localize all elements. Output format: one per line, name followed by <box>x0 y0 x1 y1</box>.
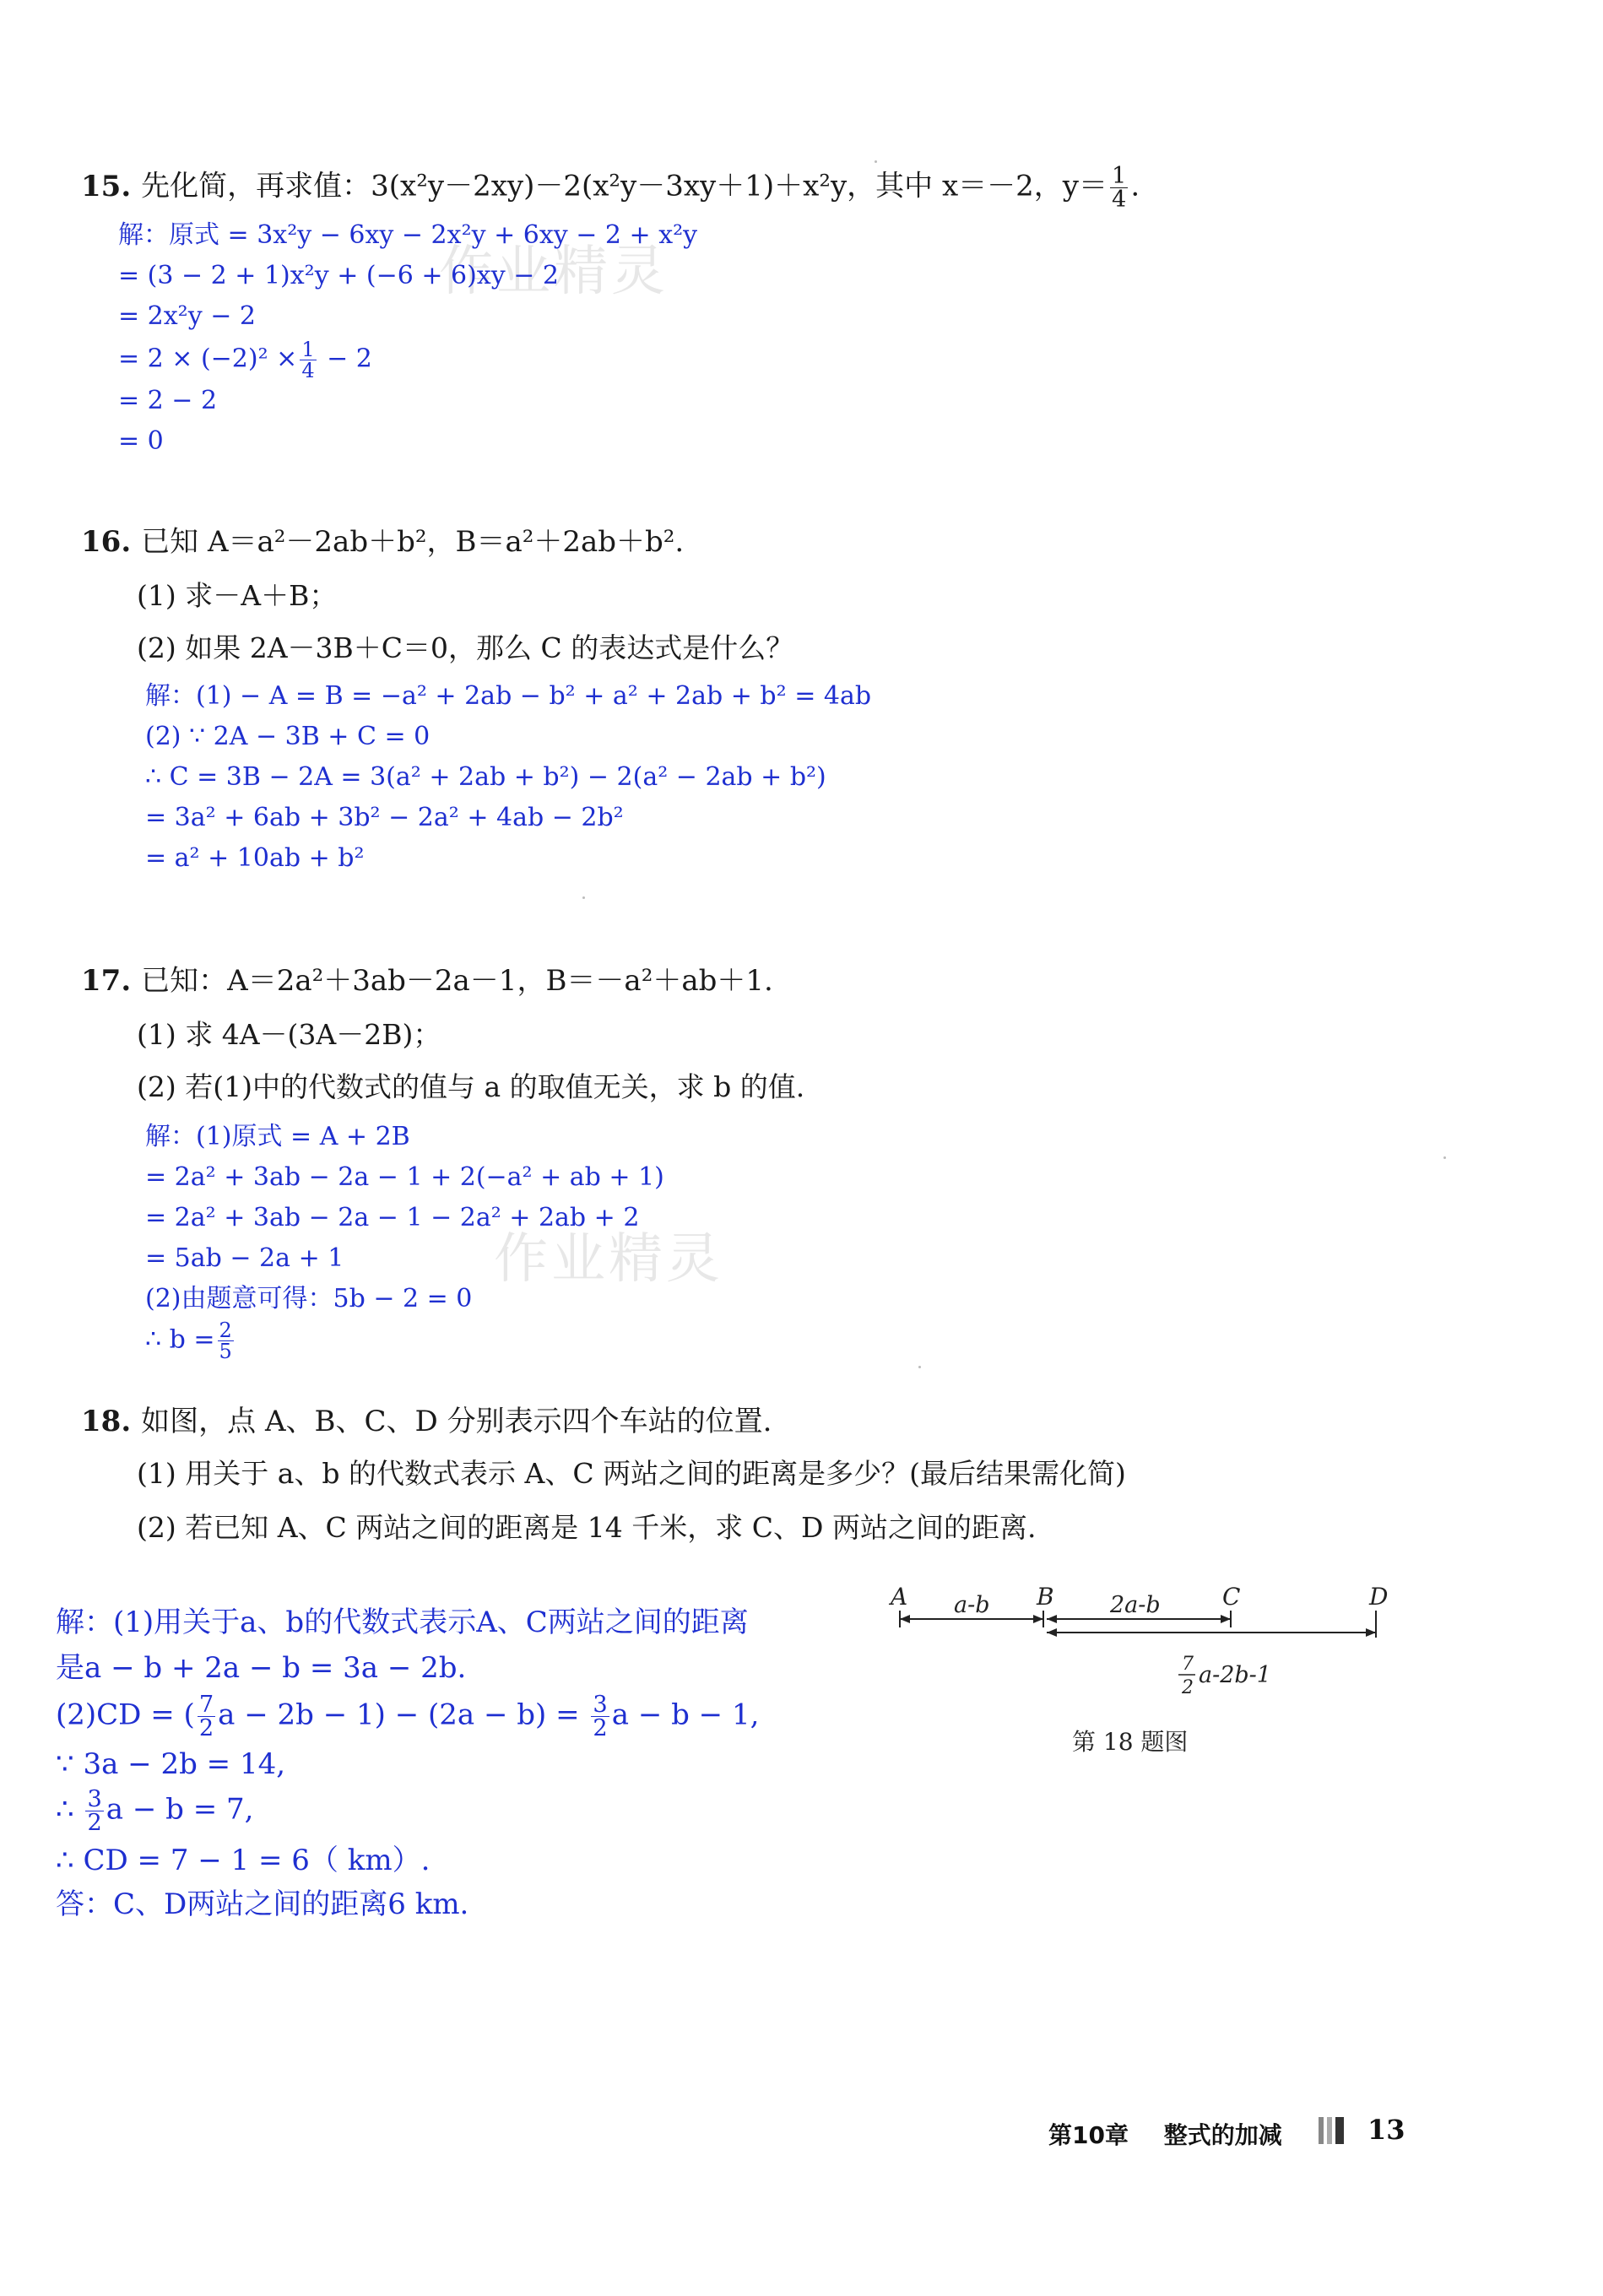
segment-bd-frac-num: 7 <box>1182 1654 1194 1675</box>
q17-text: 已知：A＝2a²＋3ab－2a－1，B＝－a²＋ab＋1. <box>141 964 773 998</box>
station-d-label: D <box>1369 1583 1389 1611</box>
q18-sol-line4: ∵ 3a − 2b = 14, <box>56 1747 286 1781</box>
q17-sol-line3: = 2a² + 3ab − 2a − 1 − 2a² + 2ab + 2 <box>145 1203 640 1232</box>
q18-text: 如图，点 A、B、C、D 分别表示四个车站的位置. <box>141 1405 772 1438</box>
q15-sol-line1: 解：原式 = 3x²y − 6xy − 2x²y + 6xy − 2 + x²y <box>118 220 698 250</box>
q15-fraction: $\frac{1}{4}$ <box>1112 163 1127 214</box>
q16-sol-line2: (2) ∵ 2A − 3B + C = 0 <box>145 722 431 751</box>
speck <box>582 896 585 899</box>
page-footer <box>1048 2117 1282 2151</box>
q16-statement <box>81 525 684 559</box>
q15-sol-line6: = 0 <box>118 426 164 456</box>
q18-statement <box>81 1405 772 1438</box>
footer-bars-icon <box>1317 2115 1351 2146</box>
q16-part1: (1) 求－A＋B； <box>137 579 338 612</box>
speck <box>918 1366 921 1368</box>
q18-sol-line5: ∴ $\frac{3}{2}$ a − b = 7, <box>56 1786 254 1837</box>
q15-statement: 15. 先化简，再求值：3(x²y－2xy)－2(x²y－3xy＋1)＋x²y，其中 x＝－2，y＝ $\frac{1}{4}$ . <box>81 163 1140 214</box>
speck <box>875 160 877 163</box>
q15-sol-line5: = 2 − 2 <box>118 386 218 415</box>
q18-figure <box>878 1575 1401 1702</box>
q18-sol-line7: 答：C、D两站之间的距离6 km. <box>56 1887 469 1921</box>
segment-bd-label: a-2b-1 <box>1199 1662 1271 1688</box>
page-number: 13 <box>1367 2114 1405 2146</box>
q15-number: 15. <box>81 169 132 203</box>
q16-sol-line4: = 3a² + 6ab + 3b² − 2a² + 4ab − 2b² <box>145 803 624 832</box>
q17-number: 17. <box>81 964 132 998</box>
q15-sol-line4: = 2 × (−2)² × $\frac{1}{4}$ − 2 <box>118 338 372 382</box>
q16-text: 已知 A＝a²－2ab＋b²，B＝a²＋2ab＋b². <box>141 525 685 559</box>
q17-part2: (2) 若(1)中的代数式的值与 a 的取值无关，求 b 的值. <box>137 1070 805 1103</box>
q15-sol-line3: = 2x²y − 2 <box>118 301 256 331</box>
q17-sol-line1: 解：(1)原式 = A + 2B <box>145 1122 410 1151</box>
q18-number: 18. <box>81 1405 132 1438</box>
q16-number: 16. <box>81 525 132 559</box>
q15-text: 先化简，再求值：3(x²y－2xy)－2(x²y－3xy＋1)＋x²y，其中 x＝－2，y＝ <box>141 169 1107 203</box>
station-a-label: A <box>891 1583 908 1611</box>
q16-sol-line5: = a² + 10ab + b² <box>145 843 365 873</box>
q17-sol-line2: = 2a² + 3ab − 2a − 1 + 2(−a² + ab + 1) <box>145 1162 664 1192</box>
footer-chapter: 第10章 <box>1048 2121 1129 2149</box>
q17-sol-line6: ∴ b = $\frac{2}{5}$ <box>145 1319 232 1363</box>
q18-sol-line1: 解：(1)用关于a、b的代数式表示A、C两站之间的距离 <box>56 1606 749 1639</box>
watermark-top: 作业精灵 <box>439 241 669 303</box>
speck <box>1443 1156 1446 1159</box>
q16-part2: (2) 如果 2A－3B＋C＝0，那么 C 的表达式是什么？ <box>137 631 794 664</box>
q18-figure-caption: 第 18 题图 <box>1072 1728 1189 1756</box>
segment-bc-label: 2a-b <box>1110 1592 1161 1618</box>
q16-sol-line1: 解：(1) − A = B = −a² + 2ab − b² + a² + 2ab + b² = 4ab <box>145 681 872 711</box>
q17-statement <box>81 964 773 998</box>
watermark-middle: 作业精灵 <box>494 1228 723 1291</box>
q17-part1: (1) 求 4A－(3A－2B)； <box>137 1018 441 1051</box>
segment-bd-frac-den: 2 <box>1182 1677 1194 1698</box>
q16-sol-line3: ∴ C = 3B − 2A = 3(a² + 2ab + b²) − 2(a² − 2ab + b²) <box>145 762 826 792</box>
q18-part2: (2) 若已知 A、C 两站之间的距离是 14 千米，求 C、D 两站之间的距离. <box>137 1511 1037 1544</box>
footer-title: 整式的加减 <box>1163 2121 1282 2149</box>
q18-sol-line3: (2)CD = ( $\frac{7}{2}$ a − 2b − 1) − (2a − b) = $\frac{3}{2}$ a − b − 1, <box>56 1692 760 1742</box>
q18-sol-line2: 是a − b + 2a − b = 3a − 2b. <box>56 1651 467 1685</box>
segment-ab-label: a-b <box>954 1592 990 1618</box>
station-c-label: C <box>1222 1583 1241 1611</box>
q17-sol-line5: (2)由题意可得：5b − 2 = 0 <box>145 1284 473 1313</box>
q17-sol-line4: = 5ab − 2a + 1 <box>145 1243 344 1273</box>
station-b-label: B <box>1037 1583 1054 1611</box>
q18-sol-line6: ∴ CD = 7 − 1 = 6（ km）. <box>56 1844 431 1877</box>
q15-sol-line2: = (3 − 2 + 1)x²y + (−6 + 6)xy − 2 <box>118 261 559 290</box>
q18-part1: (1) 用关于 a、b 的代数式表示 A、C 两站之间的距离是多少？(最后结果需化简) <box>137 1457 1126 1490</box>
